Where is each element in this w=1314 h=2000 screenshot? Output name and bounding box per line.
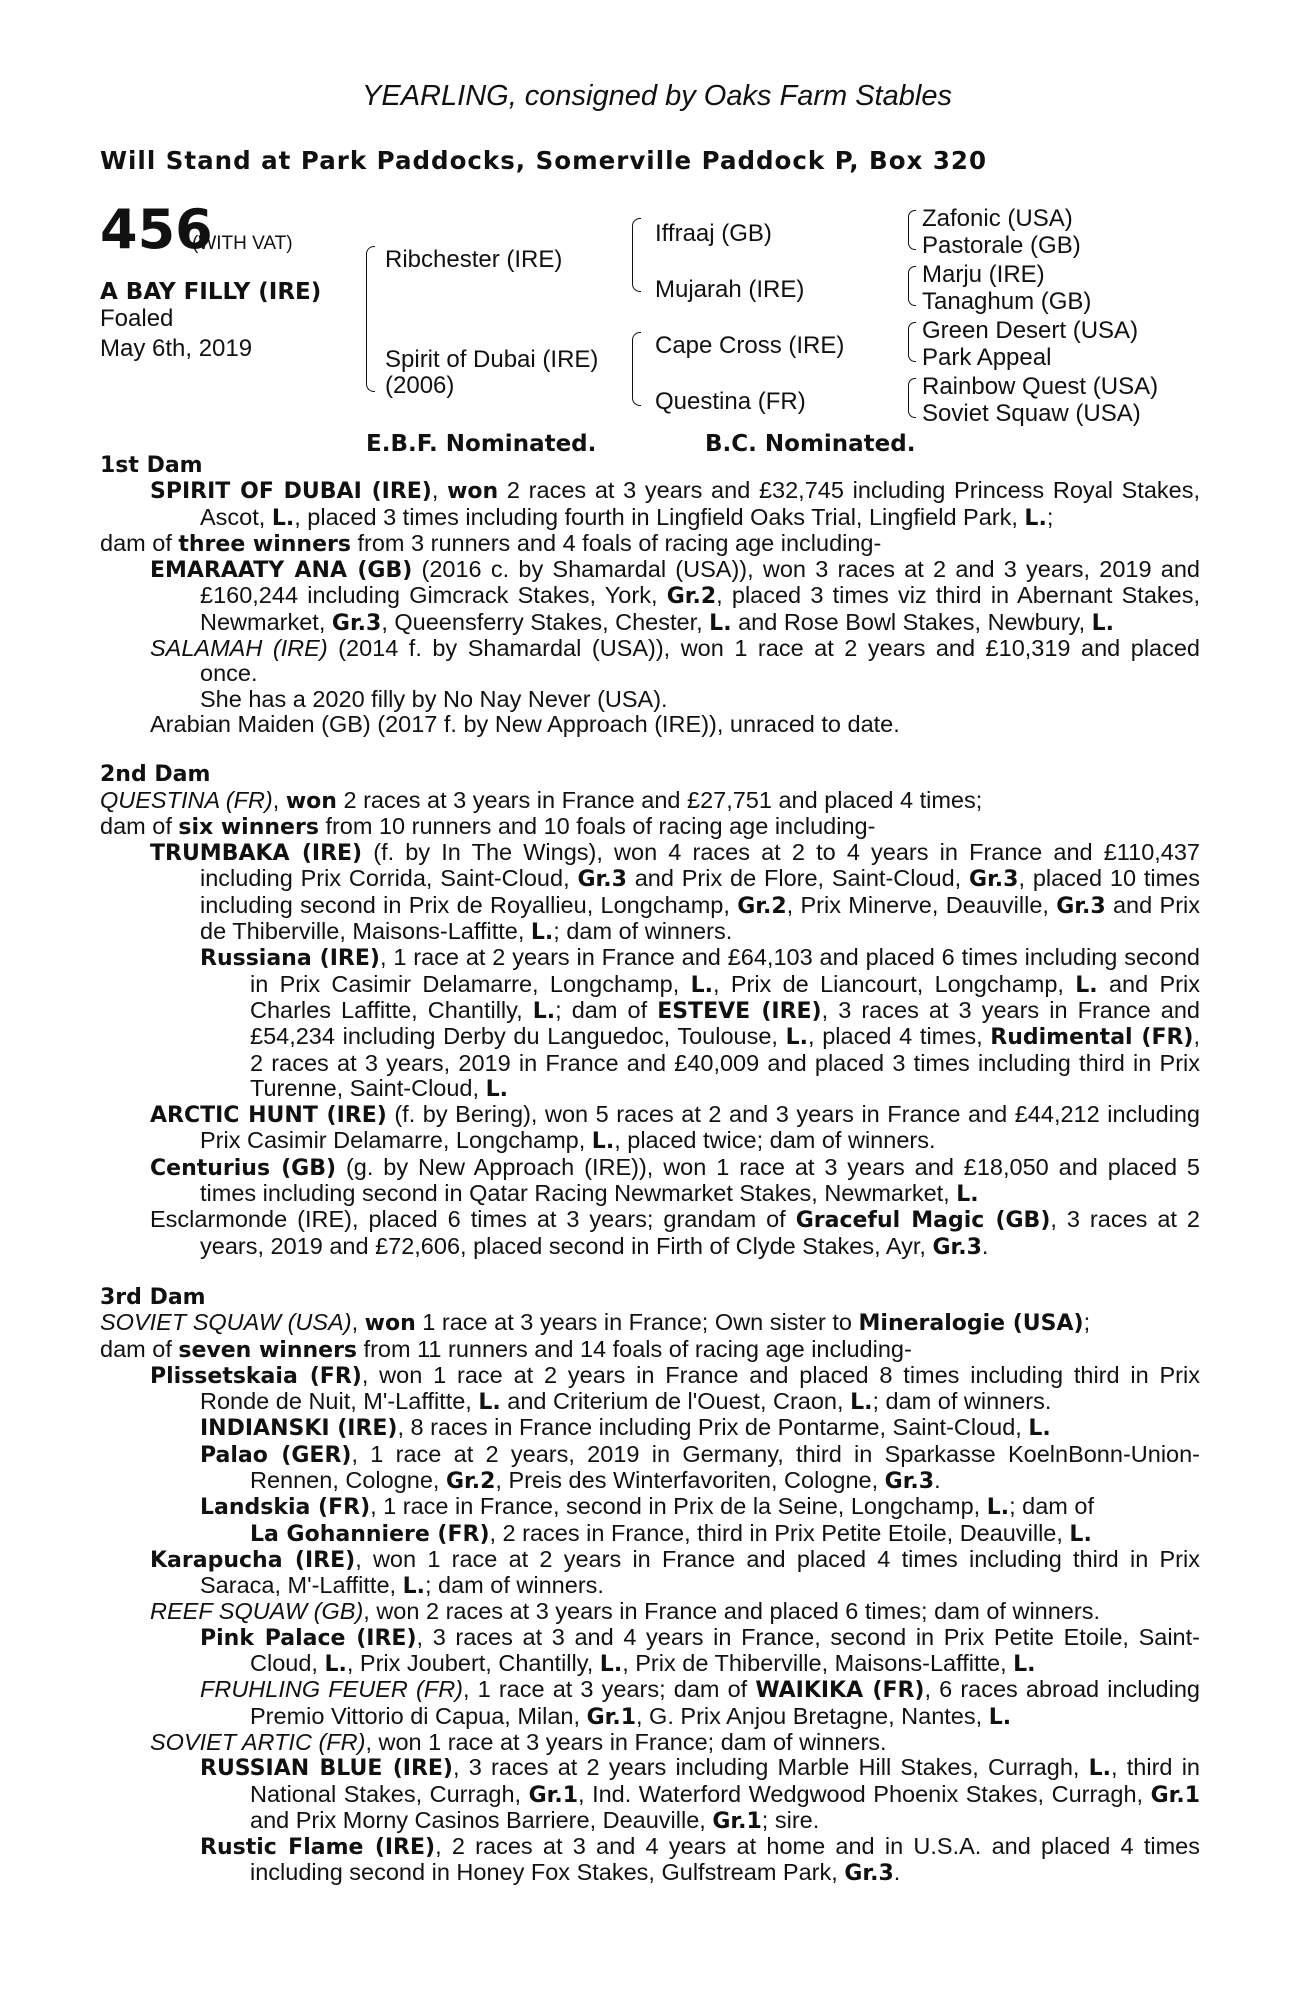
bold-run: L. [271, 505, 295, 531]
text-run: dam of [100, 1335, 179, 1362]
bold-run: L. [785, 1025, 809, 1051]
vat-note: (WITH VAT) [192, 233, 293, 254]
pedigree-sire: Ribchester (IRE) [385, 246, 563, 273]
text-run: , placed 3 times including fourth in Lingfield Oaks Trial, Lingfield Park, [294, 503, 1025, 530]
pedigree-g6: Park Appeal [922, 344, 1052, 371]
pedigree-brace-sire [632, 218, 641, 292]
second-dam-intro [100, 788, 1200, 814]
bold-run: Karapucha (IRE) [150, 1547, 356, 1573]
bold-run: L. [324, 1652, 347, 1678]
bold-run: L. [1013, 1652, 1036, 1678]
italic-run: QUESTINA (FR) [100, 786, 273, 813]
bold-run: Gr.3 [1056, 893, 1106, 919]
stand-location: Will Stand at Park Paddocks, Somerville Paddock P, Box 320 [100, 146, 988, 175]
text-run: , Prix Minerve, Deauville, [786, 891, 1057, 918]
bold-run: RUSSIAN BLUE (IRE) [200, 1756, 453, 1782]
bold-run: Russiana (IRE) [200, 946, 380, 972]
third-dam-section [100, 1285, 1200, 1887]
bold-run: Gr.3 [932, 1234, 982, 1260]
text-run: , 8 races in France including Prix de Pontarme, Saint-Cloud, [397, 1414, 1029, 1441]
bold-run: Gr.1 [586, 1704, 636, 1730]
bold-run: TRUMBAKA (IRE) [150, 841, 363, 867]
produce-entry [100, 1207, 1200, 1260]
bold-run: L. [1028, 1416, 1051, 1442]
bold-run: Gr.2 [666, 584, 717, 610]
text-run: from 11 runners and 14 foals of racing age including- [357, 1335, 912, 1362]
italic-run: REEF SQUAW (GB) [150, 1598, 364, 1625]
lot-number: 456 [100, 198, 213, 261]
bold-run: SPIRIT OF DUBAI (IRE) [150, 479, 432, 505]
text-run: , 3 races at 2 years including Marble Hill Stakes, Curragh, [453, 1754, 1089, 1781]
text-run: ; dam of winners. [872, 1388, 1052, 1415]
text-run: , third in National Stakes, Curragh, [250, 1754, 1201, 1807]
lot-title: A BAY FILLY (IRE) [100, 279, 322, 305]
produce-entry [100, 1755, 1200, 1834]
text-run: . [893, 1859, 901, 1886]
produce-entry [100, 1730, 1200, 1755]
bold-run: won [364, 1311, 416, 1337]
produce-entry [100, 840, 1200, 945]
text-run: (2016 c. by Shamardal (USA)), won 3 races at 2 and 3 years, 2019 and £160,244 including Gimcrack Stakes, York, [200, 556, 1200, 609]
bold-run: Rustic Flame (IRE) [200, 1835, 436, 1861]
bold-run: six winners [178, 814, 319, 840]
text-run: (2014 f. by Shamardal (USA)), won 1 race at 2 years and £10,319 and placed once. [200, 635, 1200, 687]
second-dam-heading: 2nd Dam [100, 762, 211, 788]
pedigree-g4: Tanaghum (GB) [922, 288, 1092, 315]
third-dam-heading: 3rd Dam [100, 1284, 206, 1310]
bold-run: Gr.3 [844, 1861, 894, 1887]
bold-run: Pink Palace (IRE) [200, 1625, 417, 1651]
bold-run: ARCTIC HUNT (IRE) [150, 1103, 387, 1129]
text-run: ; dam of winners. [553, 918, 733, 945]
foaled-date [100, 304, 252, 364]
pedigree-sire-sire: Iffraaj (GB) [655, 220, 772, 247]
bold-run: Mineralogie (USA) [858, 1311, 1084, 1337]
pedigree-dam-sire: Cape Cross (IRE) [655, 332, 845, 359]
text-run: . [934, 1466, 941, 1493]
text-run: , placed twice; dam of winners. [614, 1127, 936, 1154]
text-run: , 1 race at 2 years in France and £64,103 and placed 6 times including second in Prix Casimir Delamarre, Longchamp, [250, 944, 1200, 997]
text-run: , placed 3 times viz third in Abernant Stakes, Newmarket, [200, 582, 1200, 635]
pedigree-g8: Soviet Squaw (USA) [922, 400, 1141, 427]
pedigree-brace-g4 [908, 378, 916, 418]
first-dam-produce-summary [100, 531, 1200, 557]
bold-run: Gr.1 [528, 1782, 579, 1808]
pedigree-g3: Marju (IRE) [922, 261, 1045, 288]
third-dam-intro [100, 1310, 1200, 1336]
text-run: , 2 races at 3 and 4 years at home and in U.S.A. and placed 4 times including second in Honey Fox Stakes, Gulfstream Park, [250, 1833, 1200, 1886]
text-run: and Criterium de l'Ouest, Craon, [500, 1388, 851, 1415]
produce-entry [100, 1547, 1200, 1600]
text-run: and Rose Bowl Stakes, Newbury, [731, 608, 1092, 635]
third-dam-produce-summary [100, 1337, 1200, 1363]
bold-run: Gr.1 [712, 1808, 762, 1834]
produce-entry [100, 1599, 1200, 1624]
pedigree-brace-g1 [908, 210, 916, 250]
text-run: , 1 race in France, second in Prix de la Seine, Longchamp, [370, 1493, 987, 1520]
produce-entry [100, 712, 1200, 737]
bold-run: L. [1069, 1521, 1092, 1547]
bold-run: L. [402, 1574, 425, 1600]
dam-record [100, 453, 1200, 1887]
text-run: , [351, 1309, 365, 1336]
text-run: , 2 races in France, third in Prix Petite Etoile, Deauville, [489, 1519, 1070, 1546]
pedigree-g5: Green Desert (USA) [922, 317, 1139, 344]
produce-entry [100, 1521, 1200, 1547]
produce-entry [100, 557, 1200, 636]
text-run: , Prix de Liancourt, Longchamp, [712, 970, 1076, 997]
section-gap [100, 1260, 1200, 1285]
bold-run: L. [850, 1390, 873, 1416]
bold-run: L. [709, 610, 732, 636]
bold-run: Gr.3 [969, 867, 1019, 893]
text-run: , won 2 races at 3 years in France and placed 6 times; dam of winners. [363, 1598, 1100, 1625]
text-run: , 3 races at 3 years in France and £54,234 including Derby du Languedoc, Toulouse, [250, 996, 1201, 1050]
bold-run: Gr.2 [737, 893, 787, 919]
text-run: 2 races at 3 years and £32,745 including Princess Royal Stakes, Ascot, [200, 477, 1201, 530]
first-dam-produce-list [100, 557, 1200, 737]
first-dam-intro [100, 478, 1200, 531]
foaled-value: May 6th, 2019 [100, 335, 253, 362]
bold-run: won [447, 479, 499, 505]
produce-entry [100, 687, 1200, 712]
pedigree-brace-main [366, 246, 375, 392]
third-dam-produce-list [100, 1363, 1200, 1887]
text-run: ; dam of [555, 996, 658, 1023]
bold-run: Gr.1 [1150, 1782, 1200, 1808]
text-run: , 1 race at 3 years; dam of [463, 1676, 756, 1703]
text-run: (f. by Bering), won 5 races at 2 and 3 years in France and £44,212 including Prix Casimir Delamarre, Longchamp, [200, 1101, 1200, 1154]
text-run: (f. by In The Wings), won 4 races at 2 to 4 years in France and £110,437 including Prix Corrida, Saint-Cloud, [200, 839, 1200, 892]
text-run: , placed 4 times, [808, 1023, 991, 1050]
produce-entry [100, 636, 1200, 687]
text-run: 2 races at 3 years in France and £27,751 and placed 4 times; [336, 786, 983, 813]
text-run: and Prix Morny Casinos Barriere, Deauville, [250, 1806, 713, 1833]
text-run: dam of [100, 812, 179, 839]
bold-run: L. [478, 1390, 501, 1416]
text-run: , 1 race at 2 years, 2019 in Germany, third in Sparkasse KoelnBonn-Union-Rennen, Cologne, [250, 1440, 1201, 1493]
text-run: , 2 races at 3 years, 2019 in France and £40,009 and placed 3 times including third in Prix Turenne, Saint-Cloud, [250, 1023, 1201, 1101]
pedigree-brace-g2 [908, 266, 916, 306]
text-run: , Ind. Waterford Wedgwood Phoenix Stakes, Curragh, [578, 1780, 1151, 1807]
text-run: , won 1 race at 2 years in France and placed 4 times including third in Prix Saraca, M'-Laffitte, [200, 1545, 1200, 1599]
ebf-nominated: E.B.F. Nominated. [366, 431, 597, 457]
pedigree-brace-dam [632, 332, 641, 406]
produce-entry [100, 1102, 1200, 1155]
produce-entry [100, 1415, 1200, 1441]
second-dam-produce-list [100, 840, 1200, 1260]
bc-nominated: B.C. Nominated. [705, 431, 916, 457]
bold-run: Gr.3 [884, 1468, 935, 1494]
italic-run: SOVIET ARTIC (FR) [150, 1728, 366, 1755]
first-dam-heading: 1st Dam [100, 453, 203, 478]
bold-run: L. [986, 1495, 1010, 1521]
bold-run: L. [1024, 505, 1047, 531]
second-dam-section [100, 762, 1200, 1260]
text-run: from 3 runners and 4 foals of racing age including- [350, 529, 882, 556]
pedigree-g7: Rainbow Quest (USA) [922, 373, 1159, 400]
text-run: dam of [100, 529, 179, 556]
produce-entry [100, 1363, 1200, 1416]
bold-run: L. [956, 1182, 979, 1208]
italic-run: FRUHLING FEUER (FR) [200, 1676, 463, 1703]
text-run: , [272, 786, 286, 813]
bold-run: L. [530, 920, 554, 946]
bold-run: L. [690, 972, 713, 998]
bold-run: L. [591, 1129, 615, 1155]
bold-run: ESTEVE (IRE) [657, 998, 822, 1024]
text-run: , 3 races at 3 and 4 years in France, second in Prix Petite Etoile, Saint-Cloud, [250, 1623, 1200, 1677]
italic-run: SOVIET SQUAW (USA) [100, 1309, 352, 1336]
text-run: , Queensferry Stakes, Chester, [381, 608, 710, 635]
second-dam-produce-summary [100, 814, 1200, 840]
bold-run: Graceful Magic (GB) [795, 1208, 1051, 1234]
bold-run: Rudimental (FR) [990, 1025, 1194, 1051]
first-dam-section [100, 453, 1200, 737]
text-run: ; [1046, 503, 1054, 530]
pedigree-dam-dam: Questina (FR) [655, 388, 806, 415]
bold-run: WAIKIKA (FR) [755, 1678, 925, 1704]
produce-entry [100, 1677, 1200, 1730]
bold-run: Plissetskaia (FR) [150, 1363, 362, 1389]
bold-run: L. [988, 1704, 1012, 1730]
pedigree-dam-year: (2006) [385, 372, 455, 399]
bold-run: INDIANSKI (IRE) [200, 1416, 398, 1442]
produce-entry [100, 1442, 1200, 1495]
pedigree-g1: Zafonic (USA) [922, 205, 1073, 232]
text-run: ; [1083, 1309, 1091, 1336]
text-run: 1 race at 3 years in France; Own sister to [415, 1309, 859, 1336]
text-run: , 3 races at 2 years, 2019 and £72,606, placed second in Firth of Clyde Stakes, Ayr, [200, 1206, 1201, 1259]
italic-run: SALAMAH (IRE) [150, 635, 328, 662]
pedigree-sire-dam: Mujarah (IRE) [655, 276, 805, 303]
bold-run: La Gohanniere (FR) [250, 1521, 490, 1547]
bold-run: L. [599, 1652, 623, 1678]
consignment-line: YEARLING, consigned by Oaks Farm Stables [362, 80, 952, 112]
bold-run: L. [485, 1076, 508, 1102]
text-run: , Prix de Thiberville, Maisons-Laffitte, [622, 1650, 1014, 1677]
text-run: from 10 runners and 10 foals of racing age including- [318, 812, 876, 839]
bold-run: seven winners [178, 1337, 358, 1363]
bold-run: Gr.2 [445, 1468, 496, 1494]
text-run: , G. Prix Anjou Bretagne, Nantes, [636, 1702, 989, 1729]
bold-run: L. [1091, 610, 1115, 636]
foaled-label: Foaled [100, 305, 174, 332]
text-run: (g. by New Approach (IRE)), won 1 race at 3 years and £18,050 and placed 5 times including second in Qatar Racing Newmarket Stakes, Newmarket, [200, 1153, 1200, 1207]
bold-run: won [285, 788, 337, 814]
text-run: , 6 races abroad including Premio Vittorio di Capua, Milan, [250, 1676, 1200, 1729]
pedigree-g2: Pastorale (GB) [922, 232, 1081, 259]
pedigree-dam: Spirit of Dubai (IRE) [385, 346, 599, 373]
bold-run: L. [532, 998, 556, 1024]
text-run: and Prix Charles Laffitte, Chantilly, [250, 970, 1200, 1023]
bold-run: L. [1088, 1756, 1112, 1782]
text-run: , won 1 race at 2 years in France and placed 8 times including third in Prix Ronde de Nuit, M'-Laffitte, [200, 1361, 1200, 1415]
produce-entry [100, 1625, 1200, 1678]
text-run: ; dam of winners. [424, 1572, 604, 1599]
text-run: Esclarmonde (IRE), placed 6 times at 3 years; grandam of [150, 1206, 796, 1233]
bold-run: three winners [178, 531, 351, 557]
bold-run: L. [1075, 972, 1098, 998]
produce-entry [100, 945, 1200, 1102]
text-run: Arabian Maiden (GB) (2017 f. by New Approach (IRE)), unraced to date. [150, 710, 900, 737]
text-run: , placed 10 times including second in Prix de Royallieu, Longchamp, [200, 865, 1201, 918]
text-run: , won 1 race at 3 years in France; dam of winners. [365, 1728, 887, 1755]
produce-entry [100, 1834, 1200, 1887]
text-run: and Prix de Thiberville, Maisons-Laffitte, [200, 891, 1200, 945]
text-run: . [981, 1232, 989, 1259]
text-run: , Prix Joubert, Chantilly, [346, 1650, 600, 1677]
bold-run: Gr.3 [577, 867, 627, 893]
pedigree-brace-g3 [908, 322, 916, 362]
bold-run: Gr.3 [331, 610, 382, 636]
text-run: and Prix de Flore, Saint-Cloud, [626, 865, 970, 892]
bold-run: Palao (GER) [200, 1442, 352, 1468]
section-gap [100, 737, 1200, 762]
bold-run: Centurius (GB) [150, 1155, 337, 1181]
produce-entry [100, 1155, 1200, 1208]
bold-run: EMARAATY ANA (GB) [150, 558, 413, 584]
text-run: ; sire. [761, 1806, 820, 1833]
produce-entry [100, 1494, 1200, 1520]
text-run: ; dam of [1009, 1493, 1094, 1520]
text-run: She has a 2020 filly by No Nay Never (USA). [200, 685, 668, 712]
text-run: , [431, 477, 448, 504]
bold-run: Landskia (FR) [200, 1495, 371, 1521]
text-run: , Preis des Winterfavoriten, Cologne, [495, 1466, 885, 1493]
